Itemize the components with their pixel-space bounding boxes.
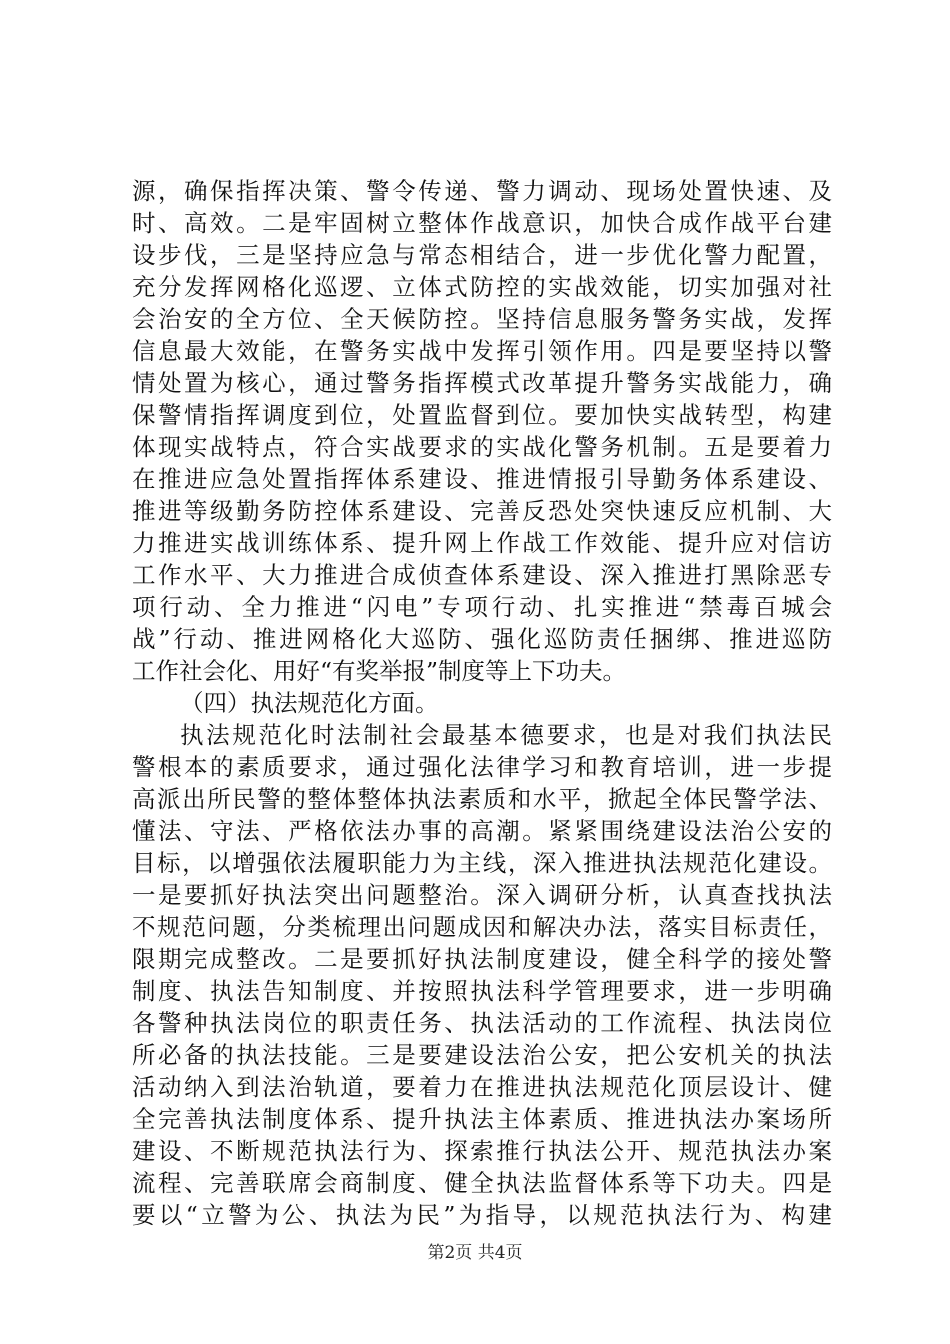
body-line: 目标，以增强依法履职能力为主线，深入推进执法规范化建设。 (132, 849, 832, 877)
body-line: 要以“立警为公、执法为民”为指导，以规范执法行为、构建 (132, 1201, 832, 1229)
page-number-footer: 第2页 共4页 (427, 1243, 523, 1263)
body-line: 活动纳入到法治轨道，要着力在推进执法规范化顶层设计、健 (132, 1073, 832, 1101)
body-line: 设步伐，三是坚持应急与常态相结合，进一步优化警力配置， (132, 241, 832, 269)
body-line: 在推进应急处置指挥体系建设、推进情报引导勤务体系建设、 (132, 465, 832, 493)
body-line: 情处置为核心，通过警务指挥模式改革提升警务实战能力，确 (132, 369, 832, 397)
body-line: 充分发挥网格化巡逻、立体式防控的实战效能，切实加强对社 (132, 273, 832, 301)
body-line: 警根本的素质要求，通过强化法律学习和教育培训，进一步提 (132, 753, 832, 781)
body-line: 所必备的执法技能。三是要建设法治公安，把公安机关的执法 (132, 1041, 832, 1069)
body-line: 战”行动、推进网格化大巡防、强化巡防责任捆绑、推进巡防 (132, 625, 832, 653)
body-line: 流程、完善联席会商制度、健全执法监督体系等下功夫。四是 (132, 1169, 832, 1197)
body-line: 建设、不断规范执法行为、探索推行执法公开、规范执法办案 (132, 1137, 832, 1165)
paragraph-first-line: 执法规范化时法制社会最基本德要求，也是对我们执法民 (180, 721, 832, 749)
body-line: 信息最大效能，在警务实战中发挥引领作用。四是要坚持以警 (132, 337, 832, 365)
body-line: 推进等级勤务防控体系建设、完善反恐处突快速反应机制、大 (132, 497, 832, 525)
body-line: 一是要抓好执法突出问题整治。深入调研分析，认真查找执法 (132, 881, 832, 909)
body-line: 源，确保指挥决策、警令传递、警力调动、现场处置快速、及 (132, 177, 832, 205)
section-heading: （四）执法规范化方面。 (180, 689, 439, 717)
body-line: 限期完成整改。二是要抓好执法制度建设，健全科学的接处警 (132, 945, 832, 973)
body-line: 全完善执法制度体系、提升执法主体素质、推进执法办案场所 (132, 1105, 832, 1133)
body-line: 会治安的全方位、全天候防控。坚持信息服务警务实战，发挥 (132, 305, 832, 333)
body-line: 体现实战特点，符合实战要求的实战化警务机制。五是要着力 (132, 433, 832, 461)
body-line: 工作社会化、用好“有奖举报”制度等上下功夫。 (132, 657, 627, 685)
body-line: 项行动、全力推进“闪电”专项行动、扎实推进“禁毒百城会 (132, 593, 832, 621)
body-line: 时、高效。二是牢固树立整体作战意识，加快合成作战平台建 (132, 209, 832, 237)
body-line: 制度、执法告知制度、并按照执法科学管理要求，进一步明确 (132, 977, 832, 1005)
body-line: 高派出所民警的整体整体执法素质和水平，掀起全体民警学法、 (132, 785, 832, 813)
body-line: 工作水平、大力推进合成侦查体系建设、深入推进打黑除恶专 (132, 561, 832, 589)
body-line: 不规范问题，分类梳理出问题成因和解决办法，落实目标责任， (132, 913, 832, 941)
body-line: 保警情指挥调度到位，处置监督到位。要加快实战转型，构建 (132, 401, 832, 429)
body-line: 各警种执法岗位的职责任务、执法活动的工作流程、执法岗位 (132, 1009, 832, 1037)
body-line: 懂法、守法、严格依法办事的高潮。紧紧围绕建设法治公安的 (132, 817, 832, 845)
body-line: 力推进实战训练体系、提升网上作战工作效能、提升应对信访 (132, 529, 832, 557)
